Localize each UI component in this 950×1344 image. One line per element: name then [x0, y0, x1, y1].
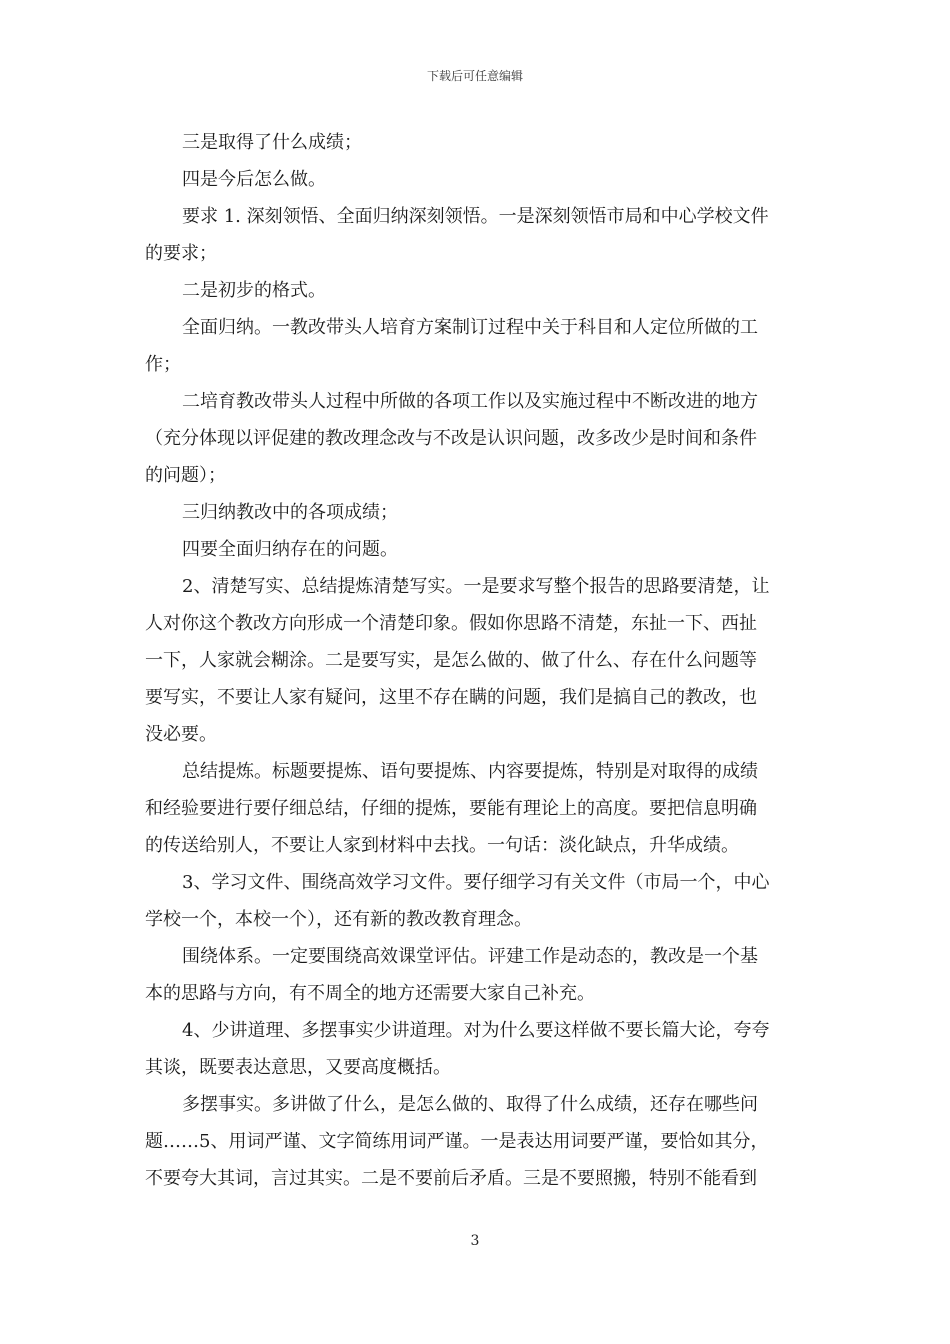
page-header: 下载后可任意编辑 [426, 69, 523, 83]
text-line: 3、学习文件、围绕高效学习文件。要仔细学习有关文件（市局一个，中心 [182, 872, 770, 893]
text-line: 二是初步的格式。 [182, 280, 326, 301]
text-line: 学校一个，本校一个），还有新的教改教育理念。 [145, 909, 532, 930]
text-line: 围绕体系。一定要围绕高效课堂评估。评建工作是动态的，教改是一个基 [182, 946, 758, 967]
page-number: 3 [470, 1233, 480, 1249]
text-line: 和经验要进行要仔细总结，仔细的提炼，要能有理论上的高度。要把信息明确 [145, 798, 757, 819]
text-line: 4、少讲道理、多摆事实少讲道理。对为什么要这样做不要长篇大论，夸夸 [182, 1020, 770, 1041]
text-line: 不要夸大其词，言过其实。二是不要前后矛盾。三是不要照搬，特别不能看到 [145, 1168, 757, 1189]
text-line: 的要求； [145, 243, 217, 264]
text-line: 作； [145, 354, 181, 375]
text-line: 一下，人家就会糊涂。二是要写实，是怎么做的、做了什么、存在什么问题等 [145, 650, 757, 671]
text-line: 要求 1. 深刻领悟、全面归纳深刻领悟。一是深刻领悟市局和中心学校文件 [182, 206, 769, 227]
text-line: 四是今后怎么做。 [182, 169, 326, 190]
text-line: 的问题）； [145, 465, 226, 486]
text-line: 三是取得了什么成绩； [182, 132, 362, 153]
text-line: 的传送给别人，不要让人家到材料中去找。一句话：淡化缺点，升华成绩。 [145, 835, 739, 856]
text-line: 多摆事实。多讲做了什么，是怎么做的、取得了什么成绩，还存在哪些问 [182, 1094, 758, 1115]
text-line: 没必要。 [145, 724, 217, 745]
text-line: 全面归纳。一教改带头人培育方案制订过程中关于科目和人定位所做的工 [182, 317, 758, 338]
text-line: 题……5、用词严谨、文字简练用词严谨。一是表达用词要严谨，要恰如其分， [145, 1131, 769, 1152]
text-line: 人对你这个教改方向形成一个清楚印象。假如你思路不清楚，东扯一下、西扯 [145, 613, 757, 634]
text-line: 其谈，既要表达意思，又要高度概括。 [145, 1057, 451, 1078]
text-line: 三归纳教改中的各项成绩； [182, 502, 398, 523]
text-line: 要写实，不要让人家有疑问，这里不存在瞒的问题，我们是搞自己的教改，也 [145, 687, 757, 708]
document-body [145, 124, 809, 1197]
text-line: （充分体现以评促建的教改理念改与不改是认识问题，改多改少是时间和条件 [145, 428, 757, 449]
text-line: 总结提炼。标题要提炼、语句要提炼、内容要提炼，特别是对取得的成绩 [182, 761, 758, 782]
text-line: 本的思路与方向，有不周全的地方还需要大家自己补充。 [145, 983, 595, 1004]
text-line: 二培育教改带头人过程中所做的各项工作以及实施过程中不断改进的地方 [182, 391, 758, 412]
text-line: 四要全面归纳存在的问题。 [182, 539, 398, 560]
text-line: 2、清楚写实、总结提炼清楚写实。一是要求写整个报告的思路要清楚，让 [182, 576, 770, 597]
